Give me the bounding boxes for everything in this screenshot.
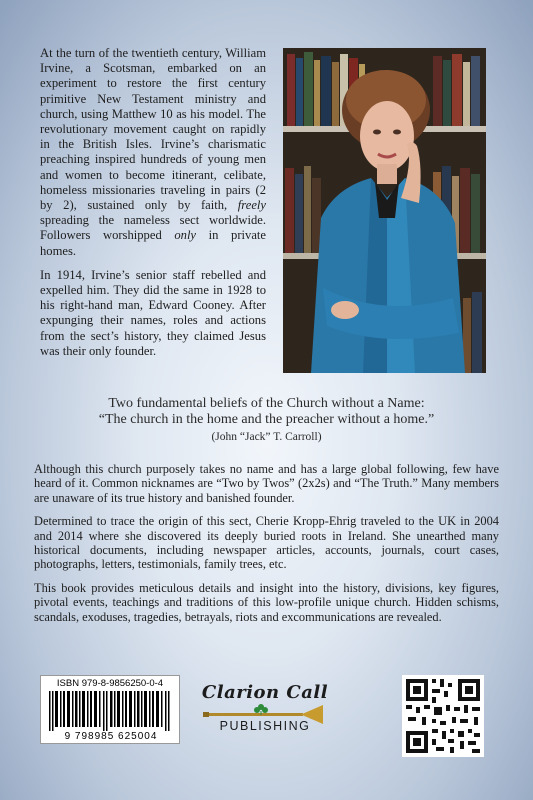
- description-paragraph-3: This book provides meticulous details and insight into the history, divisions, key figures, pivotal events, teachings and traditions of this low-profile unique church. Hidden schisms, scandals, exoduses, tragedies, betrayals, riots and excommunications are revealed.: [34, 580, 499, 624]
- publisher-name: Clarion Call: [201, 682, 329, 703]
- author-photo: [283, 48, 486, 373]
- isbn-barcode: [40, 675, 180, 744]
- quote-attribution: (John “Jack” T. Carroll): [211, 431, 322, 443]
- intro-paragraph-1: At the turn of the twentieth century, William Irvine, a Scotsman, embarked on an experiment to restore the first century primitive New Testament ministry and church, using Matthew 10 as his model. The revolutionary movement caught on rapidly in the British Isles. Irvine’s charismatic preaching inspired hundreds of young men and women to become itinerant, celibate, homeless missionaries traveling in pairs (2 by 2), sustained only by faith, freely spreading the nameless sect worldwide. Followers worshipped only in private homes.: [40, 46, 266, 258]
- publisher-subtitle: PUBLISHING: [219, 719, 311, 733]
- quote-heading: Two fundamental beliefs of the Church without a Name:: [108, 396, 425, 411]
- trumpet-icon: [203, 703, 327, 725]
- publisher-logo: [195, 682, 335, 742]
- quote-block: [30, 396, 503, 445]
- intro-text: [40, 46, 266, 368]
- isbn-label: ISBN 979-8-9856250-0-4: [56, 678, 164, 689]
- description-paragraph-2: Determined to trace the origin of this sect, Cherie Kropp-Ehrig traveled to the UK in 2004 and 2014 where she discovered its deeply buried roots in Ireland. She unearthed many historical documents, including newspaper articles, accounts, journals, court cases, photographs, letters, testimonials, family trees, etc.: [34, 514, 499, 572]
- barcode-icon: [47, 691, 173, 731]
- quote-text: “The church in the home and the preacher without a home.”: [98, 412, 435, 427]
- description-paragraph-1: Although this church purposely takes no name and has a large global following, few have heard of it. Common nicknames are “Two by Twos” (2x2s) and “The Truth.” Many members are unaware of its true history and banished founder.: [34, 462, 499, 505]
- intro-paragraph-2: In 1914, Irvine’s senior staff rebelled and expelled him. They did the same in 1928 to his right-hand man, Edward Cooney. After expunging their names, roles and actions from the sect’s history, they claimed Jesus was their only founder.: [40, 267, 266, 358]
- qr-code-icon: [402, 675, 484, 757]
- barcode-number: 9 798985 625004: [64, 731, 158, 742]
- description-text: [34, 462, 499, 633]
